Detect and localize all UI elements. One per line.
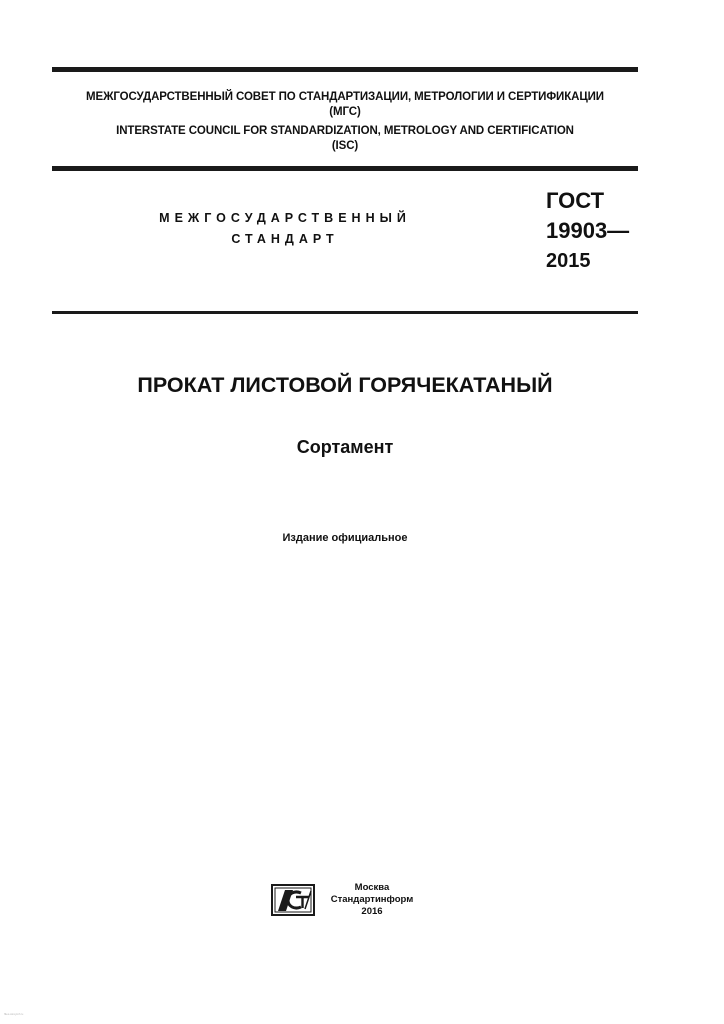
standard-label: [120, 208, 450, 250]
publisher-info: [322, 882, 422, 918]
standard-label-line2: СТАНДАРТ: [231, 232, 339, 246]
source-footnote: files.stroyinf.ru: [4, 1012, 24, 1016]
standartinform-logo-icon: [271, 884, 315, 916]
gost-number: 19903—: [546, 218, 630, 243]
edition-note: Издание официальное: [282, 532, 408, 544]
publisher-city: Москва: [354, 882, 390, 893]
document-title: ПРОКАТ ЛИСТОВОЙ ГОРЯЧЕКАТАНЫЙ: [137, 373, 553, 397]
council-block: [52, 90, 638, 154]
gost-prefix: ГОСТ: [546, 188, 605, 213]
document-subtitle: Сортамент: [296, 437, 394, 457]
gost-designation: [546, 186, 629, 276]
publisher-year: 2016: [361, 906, 383, 917]
header-bottom-rule: [52, 166, 638, 171]
designation-rule: [52, 311, 638, 314]
gost-year: 2015: [546, 250, 591, 272]
council-en-name: INTERSTATE COUNCIL FOR STANDARDIZATION, METROLOGY AND CERTIFICATION: [116, 125, 574, 137]
council-en-abbreviation: (ISC): [331, 140, 359, 152]
council-ru-abbreviation: (МГС): [329, 106, 361, 118]
header-top-rule: [52, 67, 638, 72]
publisher-name: Стандартинформ: [330, 894, 414, 905]
standard-label-line1: МЕЖГОСУДАРСТВЕННЫЙ: [159, 211, 411, 225]
council-ru-name: МЕЖГОСУДАРСТВЕННЫЙ СОВЕТ ПО СТАНДАРТИЗАЦИИ, МЕТРОЛОГИИ И СЕРТИФИКАЦИИ: [86, 91, 604, 103]
